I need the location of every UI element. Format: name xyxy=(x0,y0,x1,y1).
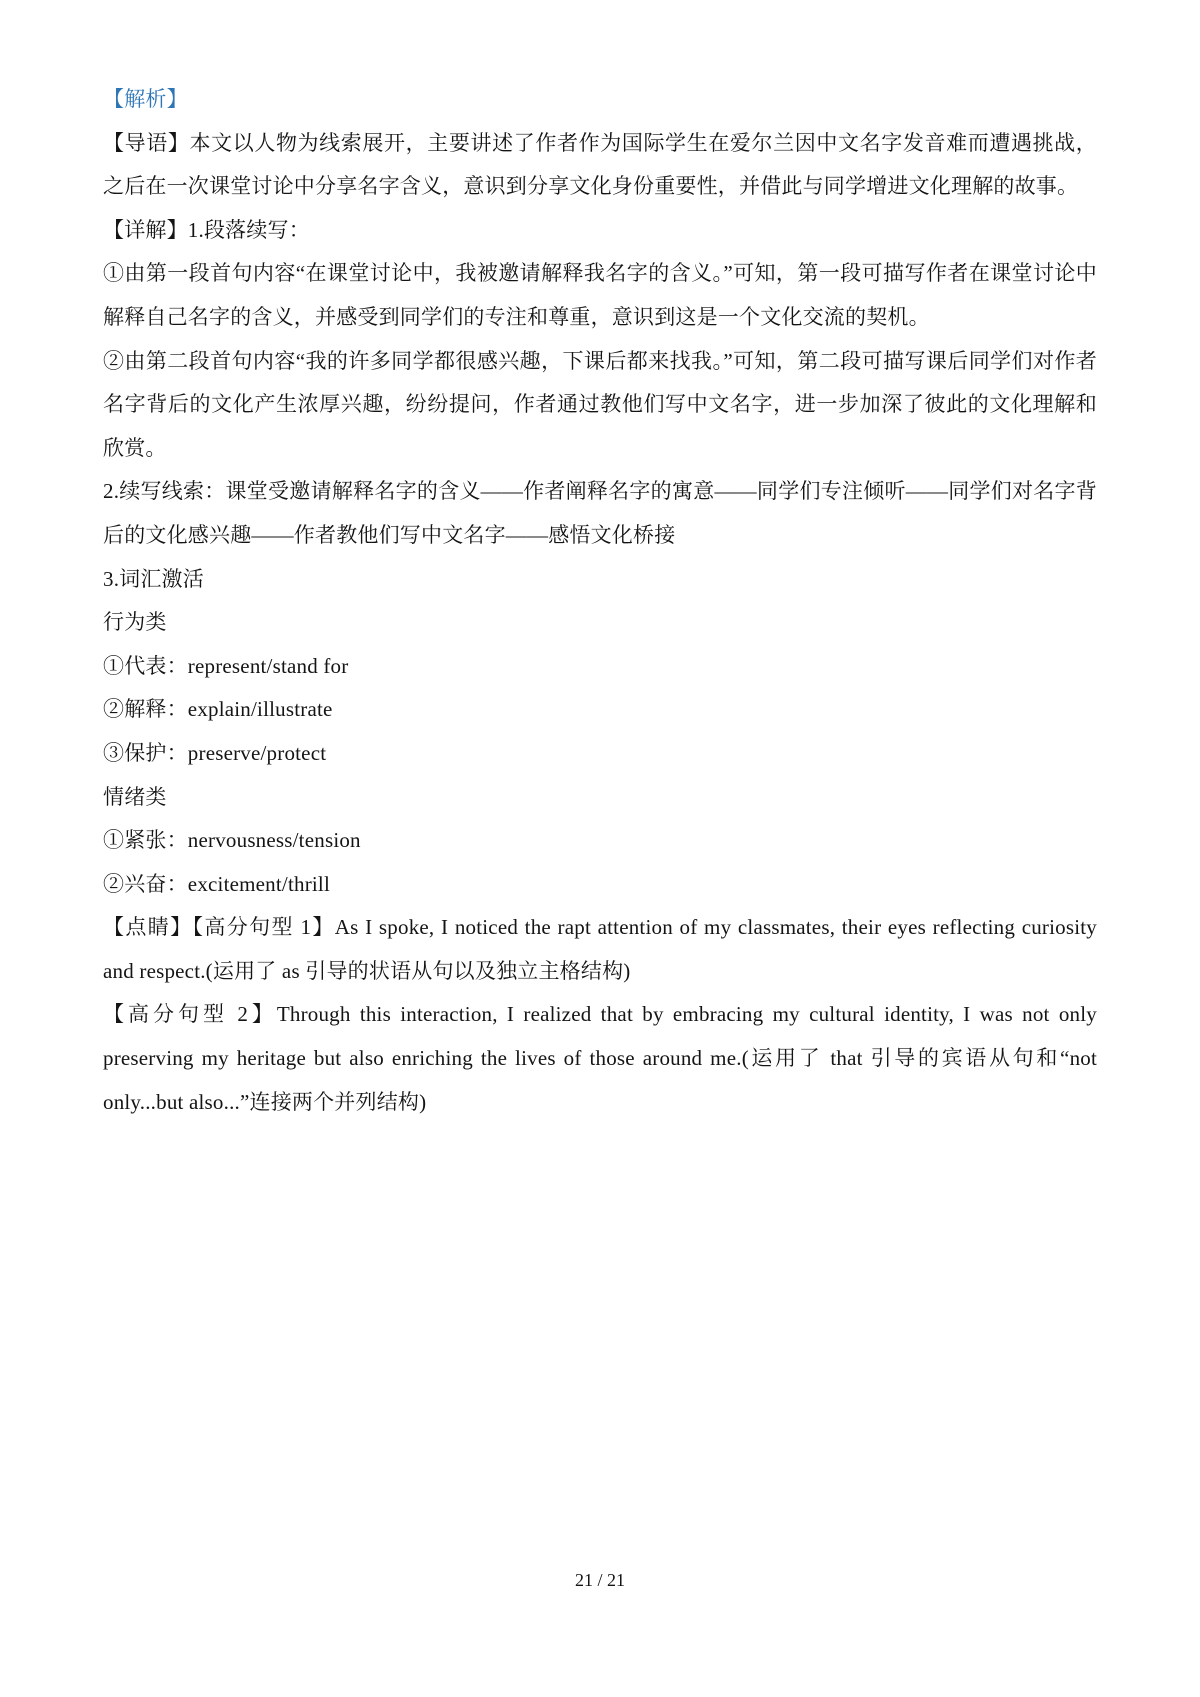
vocab-item-excitement: ②兴奋：excitement/thrill xyxy=(103,871,330,896)
emotion-category-label: 情绪类 xyxy=(103,784,167,809)
highlight-sentence-1: 【点睛】【高分句型 1】As I spoke, I noticed the rapt attention of my classmates, their eyes reflecting curiosity and respect.(运用了 as 引导的状语从句以及独立主格结构) xyxy=(103,915,1097,983)
vocab-item-explain: ②解释：explain/illustrate xyxy=(103,697,333,722)
continuation-clues-paragraph: 2.续写线索：课堂受邀请解释名字的含义——作者阐释名字的寓意——同学们专注倾听——同学们对名字背后的文化感兴趣——作者教他们写中文名字——感悟文化桥接 xyxy=(103,479,1097,547)
introduction-paragraph: 【导语】本文以人物为线索展开，主要讲述了作者作为国际学生在爱尔兰因中文名字发音难而遭遇挑战，之后在一次课堂讨论中分享名字含义，意识到分享文化身份重要性，并借此与同学增进文化理解的故事。 xyxy=(103,130,1097,199)
analysis-label: 【解析】 xyxy=(103,87,188,111)
vocab-item-nervousness: ①紧张：nervousness/tension xyxy=(103,828,361,853)
paragraph-continuation-point-2: ②由第二段首句内容“我的许多同学都很感兴趣，下课后都来找我。”可知，第二段可描写课后同学们对作者名字背后的文化产生浓厚兴趣，纷纷提问，作者通过教他们写中文名字，进一步加深了彼此的文化理解和欣赏。 xyxy=(103,348,1097,460)
paragraph-continuation-point-1: ①由第一段首句内容“在课堂讨论中，我被邀请解释我名字的含义。”可知，第一段可描写作者在课堂讨论中解释自己名字的含义，并感受到同学们的专注和尊重，意识到这是一个文化交流的契机。 xyxy=(103,261,1097,329)
behavior-category-label: 行为类 xyxy=(103,610,167,635)
highlight-sentence-2: 【高分句型 2】Through this interaction, I realized that by embracing my cultural identity, I was not only preserving my heritage but also enriching the lives of those around me.(运用了 that 引导的宾语从句和“not only...but also...”连接两个并列结构) xyxy=(103,1002,1097,1114)
vocab-item-represent: ①代表：represent/stand for xyxy=(103,653,349,678)
vocabulary-activation-heading: 3.词汇激活 xyxy=(103,566,204,591)
vocab-item-preserve: ③保护：preserve/protect xyxy=(103,740,327,765)
detailed-explanation-heading: 【详解】1.段落续写： xyxy=(103,217,310,242)
page-number: 21 / 21 xyxy=(574,1570,625,1590)
